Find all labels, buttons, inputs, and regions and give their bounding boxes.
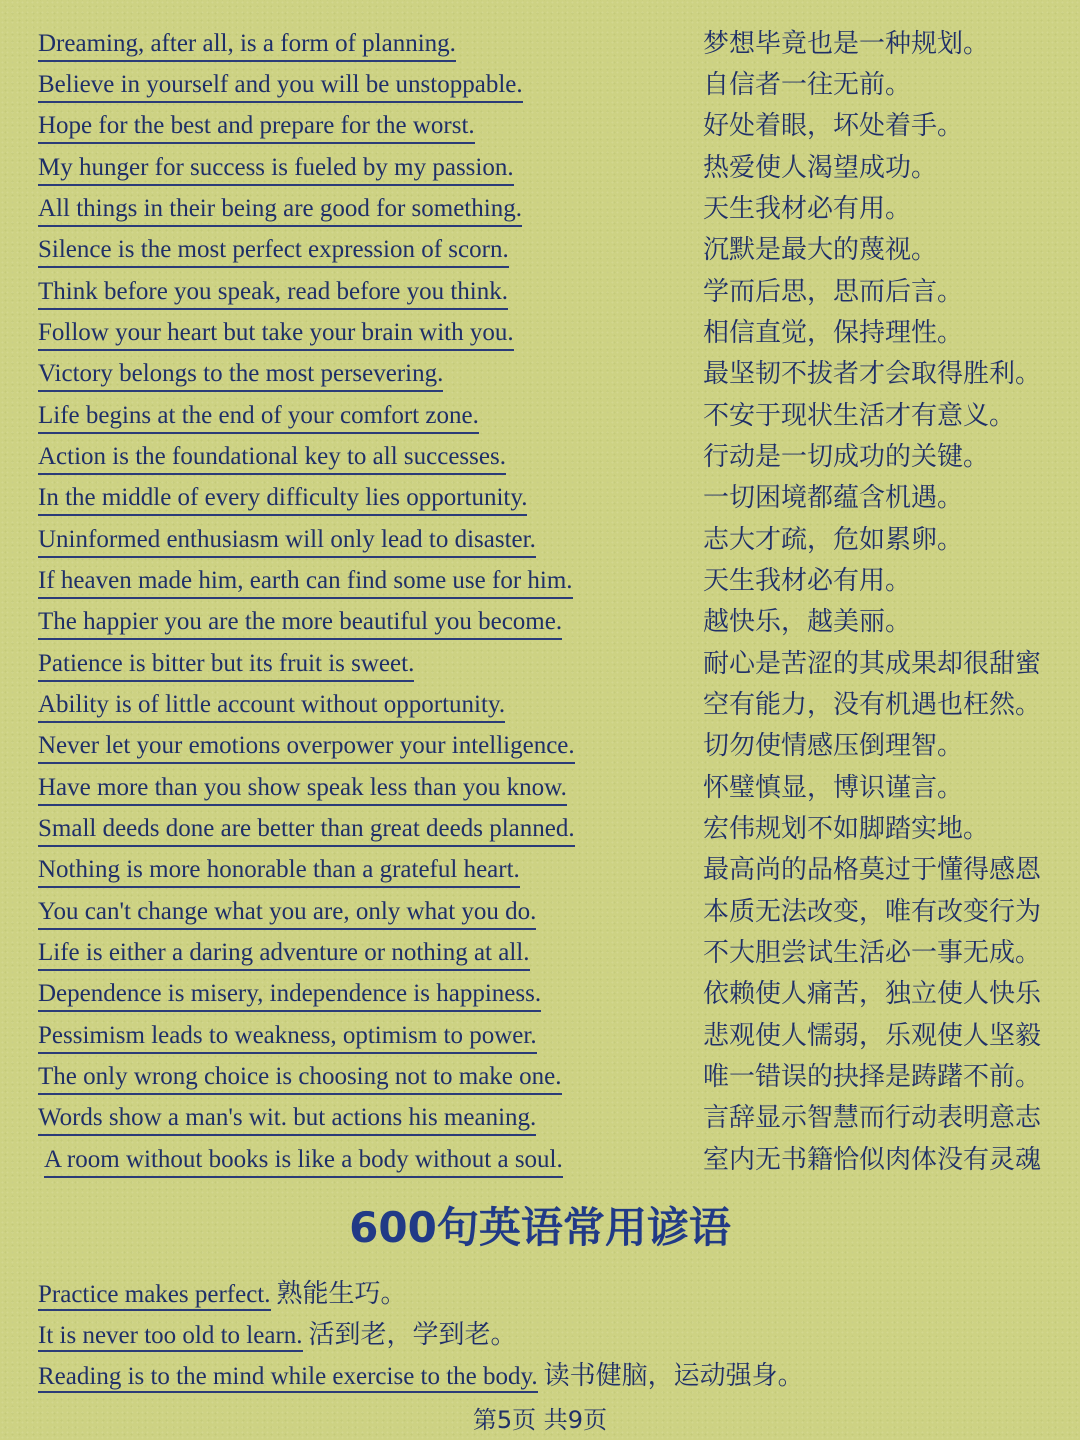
proverb-row (0, 649, 1080, 690)
proverb-english: Nothing is more honorable than a grateful heart. (38, 855, 520, 888)
proverb-row (0, 525, 1080, 566)
proverb-english: My hunger for success is fueled by my passion. (38, 153, 514, 186)
proverb-english: Silence is the most perfect expression of scorn. (38, 235, 509, 268)
proverb-chinese: 宏伟规划不如脚踏实地。 (703, 814, 990, 844)
common-proverb-row (38, 1279, 407, 1320)
proverb-row (0, 153, 1080, 194)
proverb-english: The only wrong choice is choosing not to make one. (38, 1062, 562, 1095)
proverb-chinese: 室内无书籍恰似肉体没有灵魂 (703, 1145, 1042, 1175)
common-proverb-english: Practice makes perfect. (38, 1281, 271, 1311)
proverb-row (0, 938, 1080, 979)
proverb-row (0, 194, 1080, 235)
proverb-chinese: 悲观使人懦弱，乐观使人坚毅 (703, 1021, 1042, 1051)
proverb-english: Dreaming, after all, is a form of planning. (38, 29, 456, 62)
proverb-row (0, 731, 1080, 772)
proverb-english: The happier you are the more beautiful you become. (38, 607, 562, 640)
proverb-english: Believe in yourself and you will be unstoppable. (38, 70, 523, 103)
proverb-row (0, 566, 1080, 607)
proverb-english: Words show a man's wit. but actions his meaning. (38, 1103, 536, 1136)
proverb-chinese: 最坚韧不拔者才会取得胜利。 (703, 359, 1042, 389)
proverb-english: Think before you speak, read before you think. (38, 277, 508, 310)
proverb-row (0, 401, 1080, 442)
proverb-row (0, 1145, 1080, 1186)
proverb-row (0, 773, 1080, 814)
proverb-english: Pessimism leads to weakness, optimism to power. (38, 1021, 537, 1054)
proverb-english: Life is either a daring adventure or nothing at all. (38, 938, 530, 971)
common-proverb-english: Reading is to the mind while exercise to the body. (38, 1363, 538, 1393)
proverb-chinese: 沉默是最大的蔑视。 (703, 235, 938, 265)
proverb-row (0, 483, 1080, 524)
proverb-row (0, 979, 1080, 1020)
proverb-row (0, 359, 1080, 400)
proverb-english: In the middle of every difficulty lies opportunity. (38, 483, 527, 516)
proverb-english: Life begins at the end of your comfort zone. (38, 401, 479, 434)
proverb-english: All things in their being are good for something. (38, 194, 522, 227)
proverb-chinese: 天生我材必有用。 (703, 194, 912, 224)
proverb-english: Hope for the best and prepare for the worst. (38, 111, 475, 144)
proverb-chinese: 志大才疏，危如累卵。 (703, 525, 964, 555)
proverb-row (0, 111, 1080, 152)
proverb-english: Never let your emotions overpower your intelligence. (38, 731, 575, 764)
proverb-chinese: 越快乐，越美丽。 (703, 607, 912, 637)
proverb-row (0, 70, 1080, 111)
proverb-chinese: 空有能力，没有机遇也枉然。 (703, 690, 1042, 720)
proverb-chinese: 自信者一往无前。 (703, 70, 912, 100)
proverb-row (0, 442, 1080, 483)
proverb-row (0, 855, 1080, 896)
proverb-english: Have more than you show speak less than you know. (38, 773, 567, 806)
proverb-row (0, 814, 1080, 855)
proverb-chinese: 言辞显示智慧而行动表明意志 (703, 1103, 1042, 1133)
common-proverb-chinese: 读书健脑，运动强身。 (543, 1361, 804, 1391)
common-proverb-chinese: 活到老，学到老。 (308, 1320, 517, 1350)
proverb-chinese: 学而后思，思而后言。 (703, 277, 964, 307)
proverb-row (0, 607, 1080, 648)
proverb-chinese: 相信直觉，保持理性。 (703, 318, 964, 348)
proverb-row (0, 29, 1080, 70)
proverb-english: Ability is of little account without opportunity. (38, 690, 505, 723)
proverb-row (0, 1021, 1080, 1062)
proverb-english: Follow your heart but take your brain with you. (38, 318, 514, 351)
proverb-chinese: 唯一错误的抉择是踌躇不前。 (703, 1062, 1042, 1092)
proverb-chinese: 最高尚的品格莫过于懂得感恩 (703, 855, 1042, 885)
proverb-row (0, 897, 1080, 938)
proverb-english: Uninformed enthusiasm will only lead to disaster. (38, 525, 536, 558)
proverb-chinese: 行动是一切成功的关键。 (703, 442, 990, 472)
page-indicator: 第5页 共9页 (472, 1406, 608, 1434)
proverb-english: Dependence is misery, independence is happiness. (38, 979, 541, 1012)
common-proverb-row (38, 1361, 804, 1402)
proverb-chinese: 不大胆尝试生活必一事无成。 (703, 938, 1042, 968)
proverb-chinese: 本质无法改变，唯有改变行为 (703, 897, 1042, 927)
proverb-chinese: 梦想毕竟也是一种规划。 (703, 29, 990, 59)
proverb-english: A room without books is like a body without a soul. (44, 1145, 563, 1178)
proverb-row (0, 1103, 1080, 1144)
proverb-english: Victory belongs to the most persevering. (38, 359, 443, 392)
proverb-chinese: 热爱使人渴望成功。 (703, 153, 938, 183)
proverb-row (0, 1062, 1080, 1103)
proverb-chinese: 耐心是苦涩的其成果却很甜蜜 (703, 649, 1042, 679)
common-proverb-english: It is never too old to learn. (38, 1322, 303, 1352)
section-title: 600句英语常用谚语 (349, 1203, 731, 1252)
proverb-chinese: 怀璧慎显，博识谨言。 (703, 773, 964, 803)
proverb-english: If heaven made him, earth can find some use for him. (38, 566, 573, 599)
proverb-english: You can't change what you are, only what you do. (38, 897, 536, 930)
proverb-english: Patience is bitter but its fruit is sweet. (38, 649, 414, 682)
proverb-chinese: 切勿使情感压倒理智。 (703, 731, 964, 761)
proverb-chinese: 一切困境都蕴含机遇。 (703, 483, 964, 513)
proverb-chinese: 不安于现状生活才有意义。 (703, 401, 1016, 431)
proverb-row (0, 318, 1080, 359)
common-proverb-chinese: 熟能生巧。 (276, 1279, 407, 1309)
proverb-english: Small deeds done are better than great deeds planned. (38, 814, 575, 847)
proverb-chinese: 好处着眼，坏处着手。 (703, 111, 964, 141)
proverb-chinese: 依赖使人痛苦，独立使人快乐 (703, 979, 1042, 1009)
proverb-chinese: 天生我材必有用。 (703, 566, 912, 596)
proverb-row (0, 235, 1080, 276)
common-proverb-row (38, 1320, 517, 1361)
proverb-english: Action is the foundational key to all successes. (38, 442, 506, 475)
proverb-row (0, 690, 1080, 731)
proverb-row (0, 277, 1080, 318)
